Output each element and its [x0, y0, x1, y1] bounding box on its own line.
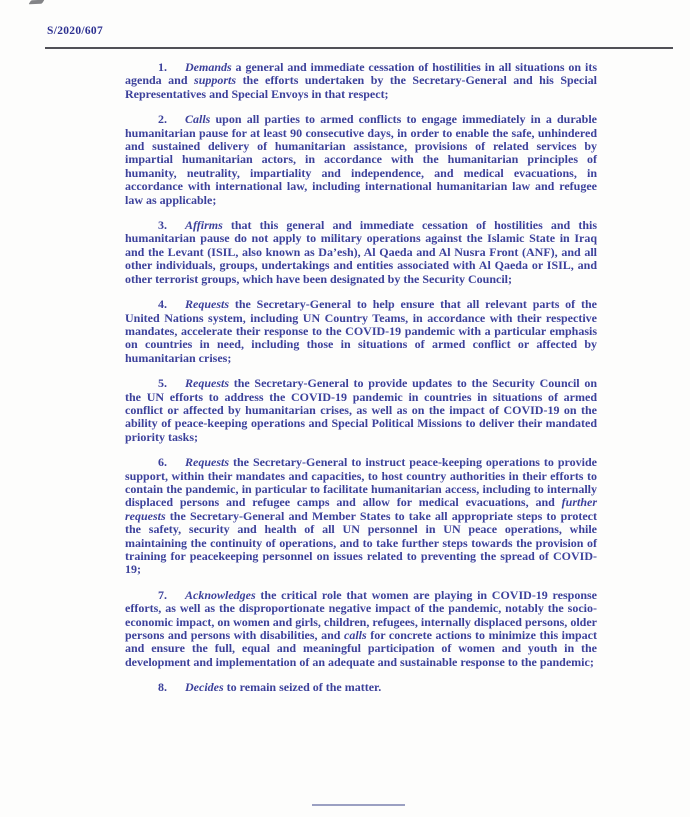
operative-paragraph [125, 113, 597, 207]
document-symbol: S/2020/607 [47, 25, 104, 37]
operative-paragraphs [125, 61, 597, 707]
paragraph-text: the Secretary-General to help ensure that all relevant parts of the United Nations system, including UN Country Teams, in accordance with their respective mandates, accelerate their response to the COVID-19 pandemic with a particular emphasis on countries in need, including those in situations of armed conflict or affected by humanitarian crises; [125, 297, 597, 365]
operative-paragraph [125, 589, 597, 669]
operative-verb: Calls [185, 112, 211, 127]
paragraph-number: 4. [158, 297, 167, 312]
operative-paragraph [125, 377, 597, 444]
operative-verb: Affirms [185, 218, 223, 233]
paragraph-text: the Secretary-General to provide updates to the Security Council on the UN efforts to address the COVID-19 pandemic in countries in situations of armed conflict or affected by humanitarian crises, as well as on the impact of COVID-19 on the ability of peace-keeping operations and Special Political Missions to deliver their mandated priority tasks; [125, 376, 597, 444]
operative-verb: calls [344, 628, 367, 643]
operative-verb: further requests [125, 495, 597, 523]
operative-paragraph [125, 456, 597, 577]
paragraph-text: for concrete actions to minimize this impact and ensure the full, equal and meaningful participation of women and youth in the development and implementation of an adequate and sustainable response to the pandemic; [125, 628, 597, 669]
paragraph-number: 2. [158, 112, 167, 127]
operative-paragraph [125, 219, 597, 286]
operative-verb: Requests [185, 455, 230, 470]
paragraph-text: a general and immediate cessation of hostilities in all situations on its agenda and [125, 60, 597, 88]
paragraph-number: 8. [158, 680, 167, 695]
operative-paragraph [125, 298, 597, 365]
operative-verb: Demands [185, 60, 232, 74]
operative-verb: supports [194, 73, 237, 88]
paragraph-text: the critical role that women are playing in COVID-19 response efforts, as well as the disproportionate negative impact of the pandemic, notably the socio-economic impact, on women and girls, children, refugees, internally displaced persons, older persons and persons with disabilities, and [125, 587, 597, 643]
paragraph-text: that this general and immediate cessation of hostilities and this humanitarian pause do not apply to military operations against the Islamic State in Iraq and the Levant (ISIL, also known as Da’esh), Al Qaeda and Al Nusra Front (ANF), and all other individuals, groups, undertakings and entities associated with Al Qaeda or ISIL, and other terrorist groups, which have been designated by the Security Council; [125, 218, 597, 286]
paragraph-text: to remain seized of the matter. [223, 680, 382, 695]
paragraph-number: 1. [158, 60, 167, 74]
paragraph-text: upon all parties to armed conflicts to engage immediately in a durable humanitarian pause for at least 90 consecutive days, in order to enable the safe, unhindered and sustained delivery of humanitarian assistance, provisions of related services by impartial humanitarian actors, in accordance with the humanitarian principles of humanity, neutrality, impartiality and independence, and medical evacuations, in accordance with international law, including international humanitarian law and refugee law as applicable; [125, 112, 597, 207]
paragraph-text: the Secretary-General and Member States to take all appropriate steps to protect the safety, security and health of all UN personnel in UN peace operations, while maintaining the continuity of operations, and to take further steps towards the provision of training for peacekeeping personnel on issues related to preventing the spread of COVID-19; [125, 508, 597, 577]
operative-verb: Acknowledges [185, 587, 256, 602]
paragraph-number: 3. [158, 218, 167, 233]
scan-artifact-mark [29, 0, 45, 4]
operative-paragraph [125, 681, 597, 694]
header-rule [45, 47, 673, 49]
paragraph-number: 7. [158, 587, 167, 602]
operative-verb: Requests [185, 376, 230, 391]
operative-verb: Requests [185, 297, 230, 312]
paragraph-text: the efforts undertaken by the Secretary-General and his Special Representatives and Special Envoys in that respect; [125, 73, 597, 101]
paragraph-number: 5. [158, 376, 167, 391]
paragraph-number: 6. [158, 455, 167, 470]
end-of-document-rule [312, 804, 405, 806]
operative-verb: Decides [185, 680, 224, 695]
paragraph-text: the Secretary-General to instruct peace-keeping operations to provide support, within their mandates and capacities, to host country authorities in their efforts to contain the pandemic, in particular to facilitate humanitarian access, including to internally displaced persons and refugee camps and allow for medical evacuations, and [125, 455, 597, 510]
operative-paragraph [125, 61, 597, 101]
